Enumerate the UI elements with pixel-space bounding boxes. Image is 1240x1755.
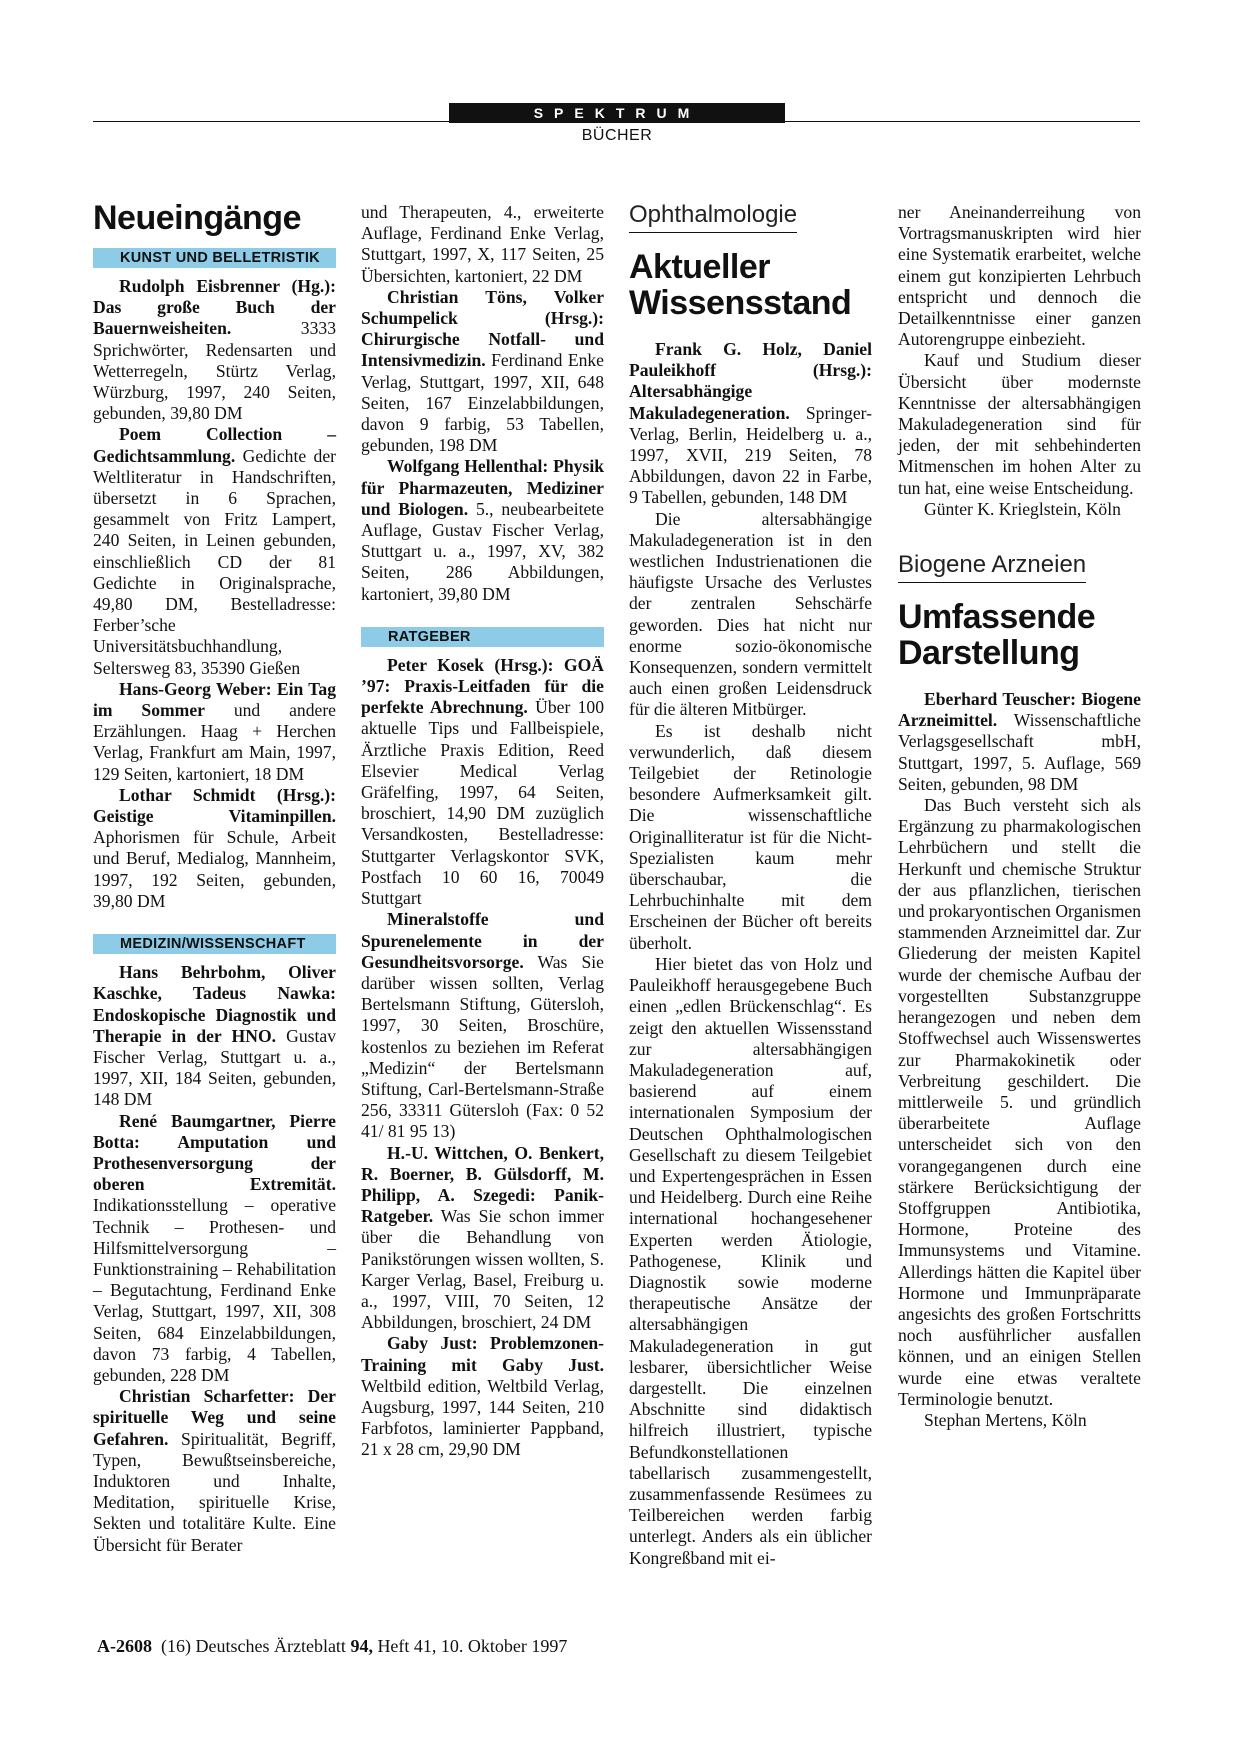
book-entry: Hans Behrbohm, Oliver Kaschke, Tadeus Nawka: Endoskopische Diagnostik und Therapie in der HNO. Gustav Fischer Verlag, Stuttgart u. a., 1997, XII, 184 Seiten, gebunden, 148 DM: [93, 962, 336, 1110]
book-entry: Rudolph Eisbrenner (Hg.): Das große Buch der Bauernweisheiten. 3333 Sprichwörter, Redensarten und Wetterregeln, Stürtz Verlag, Würzburg, 1997, 240 Seiten, gebunden, 39,80 DM: [93, 276, 336, 424]
book-entry: Gaby Just: Problemzonen-Training mit Gaby Just. Weltbild edition, Weltbild Verlag, Augsburg, 1997, 144 Seiten, 210 Farbfotos, laminierter Pappband, 21 x 28 cm, 29,90 DM: [361, 1333, 604, 1460]
book-entry: Lothar Schmidt (Hrsg.): Geistige Vitaminpillen. Aphorismen für Schule, Arbeit und Beruf, Medialog, Mannheim, 1997, 192 Seiten, gebunden, 39,80 DM: [93, 784, 336, 911]
book-entry: Christian Töns, Volker Schumpelick (Hrsg.): Chirurgische Notfall- und Intensivmedizin. Ferdinand Enke Verlag, Stuttgart, 1997, XII, 648 Seiten, 167 Einzelabbildungen, davon 9 farbig, 53 Tabellen, gebunden, 198 DM: [361, 286, 604, 456]
column-1: [93, 200, 336, 1556]
page-number: A-2608: [97, 1636, 152, 1656]
review-book-info: Eberhard Teuscher: Biogene Arzneimittel. Wissenschaftliche Verlagsgesellschaft mbH, Stuttgart, 1997, 5. Auflage, 569 Seiten, gebunden, 98 DM: [898, 689, 1141, 794]
book-entry: Wolfgang Hellenthal: Physik für Pharmazeuten, Mediziner und Biologen. 5., neubearbeitete Auflage, Gustav Fischer Verlag, Stuttgart u. a., 1997, XV, 382 Seiten, 286 Abbildungen, kartoniert, 39,80 DM: [361, 456, 604, 604]
review-paragraph: Das Buch versteht sich als Ergänzung zu pharmakologischen Lehrbüchern und stellt die Herkunft und chemische Struktur der aus pflanzlichen, tierischen und prokaryontischen Organismen stammenden Arzneimittel dar. Zur Gliederung der meisten Kapitel wurde der chemische Aufbau der vorgestellten Substanzgruppe herangezogen und neben dem Stoffwechsel auch Wissenswertes zur Pharmakokinetik oder Verbreitung geschildert. Die mittlerweile 5. und gründlich überarbeitete Auflage unterscheidet sich von den vorangegangenen durch eine stärkere Berücksichtigung der Stoffgruppen Antibiotika, Hormone, Proteine des Immunsystems und Vitamine. Allerdings hätten die Kapitel über Hormone und Immunpräparate angesichts des großen Fortschritts noch ausführlicher ausfallen können, und an einigen Stellen wurde eine etwas veraltete Terminologie benutzt.: [898, 795, 1142, 1409]
book-entry: H.-U. Wittchen, O. Benkert, R. Boerner, B. Gülsdorff, M. Philipp, A. Szegedi: Panik-Ratgeber. Was Sie schon immer über die Behandlung von Panikstörungen wissen wollten, S. Karger Verlag, Basel, Freiburg u. a., 1997, VIII, 70 Seiten, 12 Abbildungen, broschiert, 24 DM: [361, 1142, 604, 1333]
book-entry: Mineralstoffe und Spurenelemente in der Gesundheitsvorsorge. Was Sie darüber wissen sollten, Verlag Bertelsmann Stiftung, Gütersloh, 1997, 30 Seiten, Broschüre, kostenlos zu beziehen im Referat „Medizin“ der Bertelsmann Stiftung, Carl-Bertelsmann-Straße 256, 33311 Gütersloh (Fax: 0 52 41/ 81 95 13): [361, 909, 604, 1142]
column-2: [361, 202, 604, 1461]
review-paragraph: ner Aneinanderreihung von Vortragsmanuskripten wird hier eine Systematik erarbeitet, welche einem gut konzipierten Lehrbuch entspricht und dennoch die Detailkenntnisse einer ganzen Autorengruppe einbezieht.: [898, 202, 1141, 350]
review-paragraph: Hier bietet das von Holz und Pauleikhoff herausgegebene Buch einen „edlen Brückenschlag“. Es zeigt den aktuellen Wissensstand zur altersabhängigen Makuladegeneration auf, basierend auf einem internationalen Symposium der Deutschen Ophthalmologischen Gesellschaft zu diesem Teilgebiet und Expertengesprächen in Essen und Heidelberg. Durch eine Reihe international hochangesehener Experten werden Ätiologie, Pathogenese, Klinik und Diagnostik sowie moderne therapeutische Ansätze der altersabhängigen Makuladegeneration in gut lesbarer, übersichtlicher Weise dargestellt. Die einzelnen Abschnitte sind didaktisch hilfreich illustriert, typische Befundkonstellationen tabellarisch zusammengestellt, zusammenfassende Resümees zu Teilbereichen werden farbig unterlegt. Anders als ein üblicher Kongreßband mit ei-: [629, 953, 872, 1568]
review-author: Stephan Mertens, Köln: [924, 1409, 1087, 1430]
book-entry: Hans-Georg Weber: Ein Tag im Sommer und andere Erzählungen. Haag + Herchen Verlag, Frankfurt am Main, 1997, 129 Seiten, kartoniert, 18 DM: [93, 678, 336, 784]
column-3: [629, 200, 872, 1569]
book-entry: René Baumgartner, Pierre Botta: Amputation und Prothesenversorgung der oberen Extremität. Indikationsstellung – operative Technik – Prothesen- und Hilfsmittelversorgung – Funktionstraining – Rehabilitation – Begutachtung, Ferdinand Enke Verlag, Stuttgart, 1997, XII, 308 Seiten, 684 Einzelabbildungen, davon 73 farbig, 4 Tabellen, gebunden, 228 DM: [93, 1110, 336, 1385]
review-title: Umfassende Darstellung: [898, 598, 1096, 673]
magazine-section-banner: SPEKTRUM: [449, 103, 785, 123]
category-kunst: KUNST UND BELLETRISTIK: [93, 248, 336, 268]
book-entry: Christian Scharfetter: Der spirituelle Weg und seine Gefahren. Spiritualität, Begriff, Typen, Bewußtseinsbereiche, Induktoren und Inhalte, Meditation, spirituelle Krise, Sekten und totalitäre Kulte. Eine Übersicht für Berater: [93, 1386, 336, 1555]
review-paragraph: Es ist deshalb nicht verwunderlich, daß diesem Teilgebiet der Retinologie besondere Aufmerksamkeit gilt. Die wissenschaftliche Originalliteratur ist für die Nicht-Spezialisten kaum mehr überschaubar, die Lehrbuchinhalte mit dem Erscheinen der Bücher oft bereits überholt.: [629, 720, 872, 953]
column-4: [898, 202, 1141, 1431]
category-medizin: MEDIZIN/WISSENSCHAFT: [93, 934, 336, 954]
review-book-info: Frank G. Holz, Daniel Pauleikhoff (Hrsg.): Altersabhängige Makuladegeneration. Springer-Verlag, Berlin, Heidelberg u. a., 1997, XVII, 219 Seiten, 78 Abbildungen, davon 22 in Farbe, 9 Tabellen, gebunden, 148 DM: [629, 339, 872, 508]
page-title: Neueingänge: [93, 199, 301, 237]
review-paragraph: Die altersabhängige Makuladegeneration ist in den westlichen Industrienationen die häufigste Ursache des Verlustes der zentralen Sehschärfe geworden. Dies hat nicht nur enorme sozio-ökonomische Konsequenzen, sondern vermittelt auch einen großen Leidensdruck für die älteren Mitbürger.: [629, 508, 872, 720]
review-kicker: Ophthalmologie: [629, 200, 797, 233]
page-footer: A-2608 (16) Deutsches Ärzteblatt 94, Heft 41, 10. Oktober 1997: [97, 1636, 568, 1656]
category-ratgeber: RATGEBER: [361, 627, 604, 647]
section-label: BÜCHER: [581, 127, 653, 144]
book-entry: Poem Collection – Gedichtsammlung. Gedichte der Weltliteratur in Handschriften, übersetzt in 6 Sprachen, gesammelt von Fritz Lampert, 240 Seiten, in Leinen gebunden, einschließlich CD der 81 Gedichte in Originalsprache, 49,80 DM, Bestelladresse: Ferber’sche Universitätsbuchhandlung, Seltersweg 83, 35390 Gießen: [93, 424, 336, 678]
review-kicker: Biogene Arzneien: [898, 550, 1086, 583]
review-title: Aktueller Wissensstand: [629, 248, 852, 322]
book-entry: Peter Kosek (Hrsg.): GOÄ ’97: Praxis-Leitfaden für die perfekte Abrechnung. Über 100 aktuelle Tips und Fallbeispiele, Ärztliche Praxis Edition, Reed Elsevier Medical Verlag Gräfelfing, 1997, 64 Seiten, broschiert, 14,90 DM zuzüglich Versandkosten, Bestelladresse: Stuttgarter Verlagskontor SVK, Postfach 10 60 16, 70049 Stuttgart: [361, 654, 605, 909]
review-author: Günter K. Krieglstein, Köln: [924, 498, 1121, 519]
book-entry-continued: und Therapeuten, 4., erweiterte Auflage, Ferdinand Enke Verlag, Stuttgart, 1997, X, 117 Seiten, 25 Übersichten, kartoniert, 22 DM: [361, 202, 604, 286]
review-paragraph: Kauf und Studium dieser Übersicht über modernste Kenntnisse der altersabhängigen Makuladegeneration sind für jeden, der mit sehbehinderten Mitmenschen im hohen Alter zu tun hat, eine weise Entscheidung.: [898, 350, 1141, 498]
